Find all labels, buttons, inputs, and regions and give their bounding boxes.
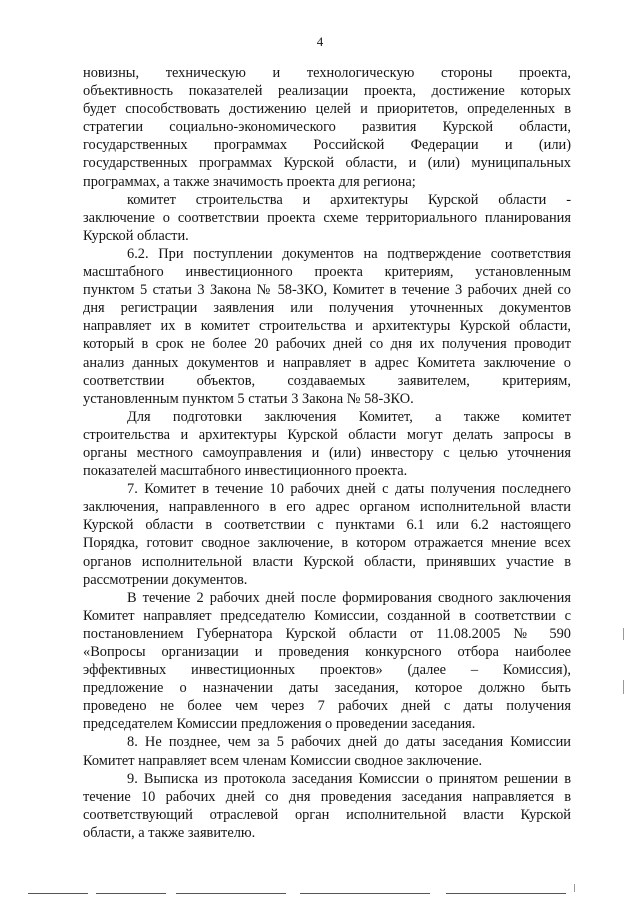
scan-bottom-line bbox=[446, 893, 566, 894]
text-line: В течение 2 рабочих дней после формирования сводного заключения bbox=[127, 589, 571, 606]
text-line: пунктом 5 статьи 3 Закона № 58-ЗКО, Комитет в течение 3 рабочих дней со bbox=[83, 282, 571, 299]
text-line: эффективных инвестиционных проектов» (далее – Комиссия), bbox=[83, 662, 571, 679]
text-line: будет способствовать достижению целей и приоритетов, определенных в bbox=[83, 101, 571, 118]
text-line: органов исполнительной власти Курской области, принявших участие в bbox=[83, 553, 571, 570]
text-line: Для подготовки заключения Комитет, а также комитет bbox=[127, 408, 571, 425]
text-line: показателей масштабного инвестиционного проекта. bbox=[83, 463, 408, 480]
text-line: 7. Комитет в течение 10 рабочих дней с даты получения последнего bbox=[127, 481, 571, 498]
text-line: объективность показателей реализации проекта, достижение которых bbox=[83, 83, 571, 100]
scan-bottom-line bbox=[300, 893, 430, 894]
text-line: строительства и архитектуры Курской области могут делать запросы в bbox=[83, 426, 571, 443]
text-line: проведено не более чем через 7 рабочих дней с даты получения bbox=[83, 698, 571, 715]
text-line: программах, а также значимость проекта для региона; bbox=[83, 173, 416, 190]
text-line: Порядка, готовит сводное заключение, в котором отражается мнение всех bbox=[83, 535, 571, 552]
text-line: предложение о назначении даты заседания, которое должно быть bbox=[83, 680, 571, 697]
text-line: новизны, техническую и технологическую стороны проекта, bbox=[83, 65, 571, 81]
text-line: 6.2. При поступлении документов на подтверждение соответствия bbox=[127, 245, 571, 262]
text-line: рассмотрении документов. bbox=[83, 571, 248, 588]
page-number: 4 bbox=[316, 34, 324, 49]
text-line: установленным пунктом 5 статьи 3 Закона № 58-ЗКО. bbox=[83, 390, 414, 407]
text-line: области, а также заявителю. bbox=[83, 824, 256, 841]
scan-bottom-line bbox=[176, 893, 286, 894]
scan-artifact bbox=[574, 884, 575, 892]
scan-bottom-line bbox=[96, 893, 166, 894]
text-line: 9. Выписка из протокола заседания Комиссии о принятом решении в bbox=[127, 770, 571, 787]
text-line: масштабного инвестиционного проекта критериям, установленным bbox=[83, 264, 571, 281]
text-line: стратегии социально-экономического развития Курской области, bbox=[83, 119, 571, 136]
text-line: заключение о соответствии проекта схеме территориального планирования bbox=[83, 209, 571, 226]
text-line: 8. Не позднее, чем за 5 рабочих дней до даты заседания Комиссии bbox=[127, 734, 571, 751]
text-line: который в срок не более 20 рабочих дней со дня их получения проводит bbox=[83, 336, 571, 353]
text-line: соответствии объектов, создаваемых заявителем, критериям, bbox=[83, 372, 571, 389]
text-line: Комитет направляет всем членам Комиссии сводное заключение. bbox=[83, 752, 483, 769]
text-line: государственных программах Российской Федерации и (или) bbox=[83, 137, 571, 154]
text-line: государственных программах Курской области, и (или) муниципальных bbox=[83, 155, 571, 172]
text-line: заключения, направленного в его адрес органом исполнительной власти bbox=[83, 499, 571, 516]
text-line: комитет строительства и архитектуры Курской области - bbox=[127, 191, 571, 208]
document-body bbox=[83, 64, 571, 842]
text-line: Курской области. bbox=[83, 227, 189, 244]
text-line: Курской области в соответствии с пунктами 6.1 или 6.2 настоящего bbox=[83, 517, 571, 534]
text-line: органы местного самоуправления и (или) инвестору с целью уточнения bbox=[83, 444, 571, 461]
text-line: направляет их в комитет строительства и архитектуры Курской области, bbox=[83, 318, 571, 335]
text-line: председателем Комиссии предложения о проведении заседания. bbox=[83, 716, 476, 733]
text-line: течение 10 рабочих дней со дня проведения заседания направляется в bbox=[83, 788, 571, 805]
text-line: соответствующий отраслевой орган исполнительной власти Курской bbox=[83, 806, 571, 823]
text-line: «Вопросы организации и проведения конкурсного отбора наиболее bbox=[83, 644, 571, 660]
scan-bottom-line bbox=[28, 893, 88, 894]
scan-artifact bbox=[623, 680, 624, 694]
text-line: дня регистрации заявления или получения уточненных документов bbox=[83, 300, 571, 317]
text-line: Комитет направляет председателю Комиссии, созданной в соответствии с bbox=[83, 607, 571, 624]
text-line: анализ данных документов и направляет в адрес Комитета заключение о bbox=[83, 354, 571, 371]
scan-artifact bbox=[623, 628, 624, 640]
text-line: постановлением Губернатора Курской области от 11.08.2005 № 590 bbox=[83, 625, 571, 642]
